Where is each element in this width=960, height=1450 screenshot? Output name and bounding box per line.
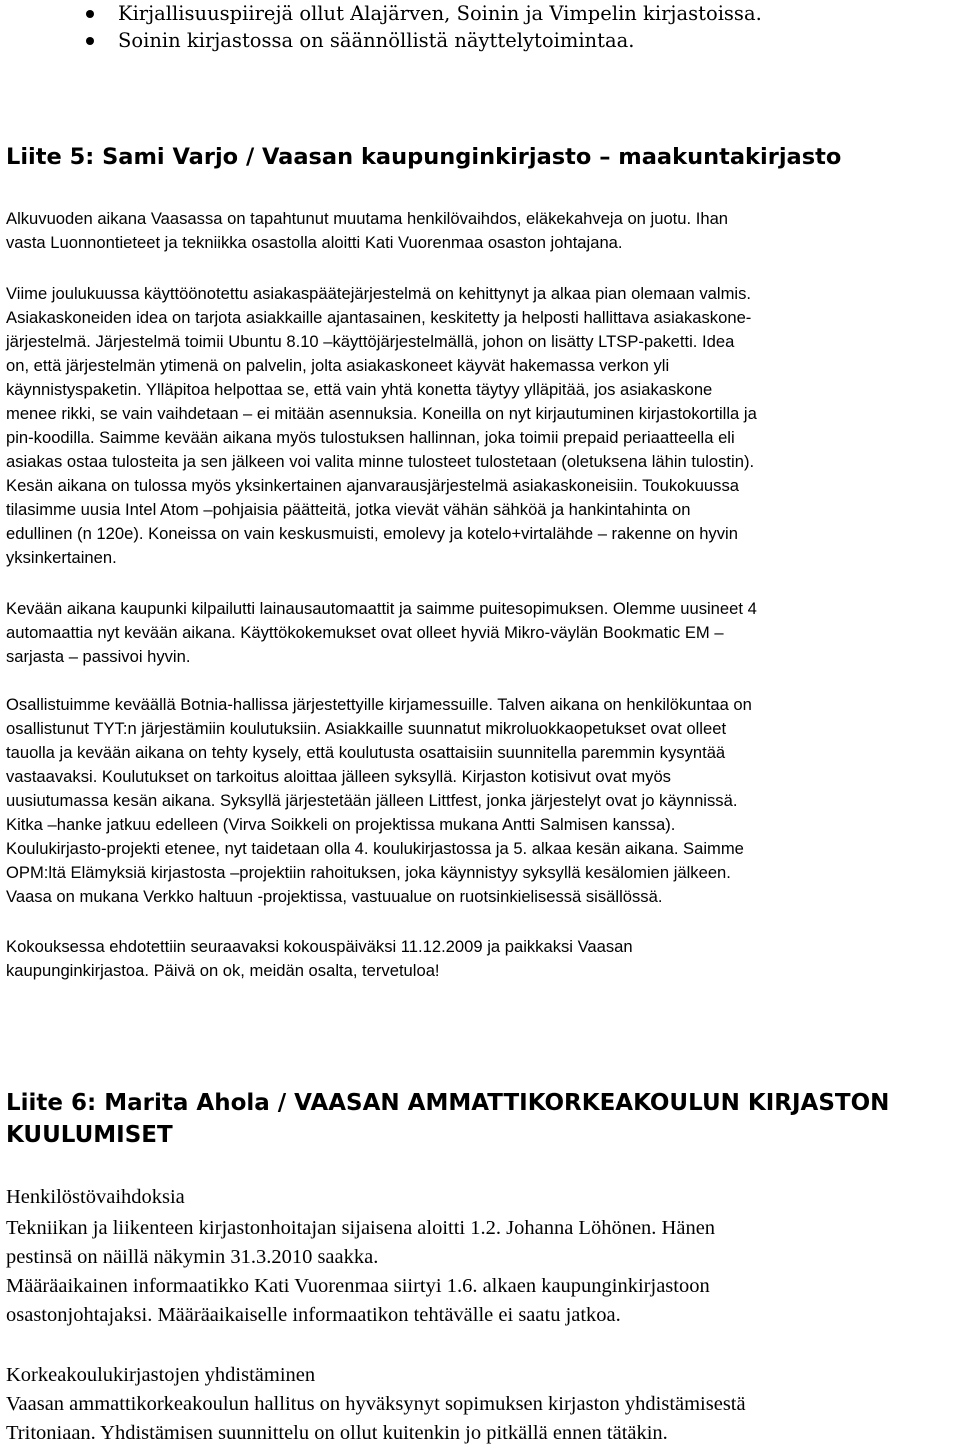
paragraph-automats: Kevään aikana kaupunki kilpailutti lainausautomaattit ja saimme puitesopimuksen. Olemme uusineet 4 automaattia nyt kevään aikana. Käyttökokemukset ovat olleet hyviä Mikro-väylän Bookmatic EM – sarjasta – passivoi hyvin. [6,599,757,666]
paragraph-events: Osallistuimme keväällä Botnia-hallissa järjestettyille kirjamessuille. Talven aikana on henkilökuntaa on osallistunut TYT:n järjestämiin koulutuksiin. Asiakkaille suunnatut mikroluokkaopetukset ovat olleet tauolla ja kevään aikana on tehty kysely, että koulutusta osattaisiin suunnitella paremmin kysyntää vastaavaksi. Koulutukset on tarkoitus aloittaa jälleen syksyllä. Kirjaston kotisivut ovat myös uusiutumassa kesän aikana. Syksyllä järjestetään jälleen Littfest, jonka järjestelyt ovat jo käynnissä. Kitka –hanke jatkuu edelleen (Virva Soikkeli on projektissa mukana Antti Salmisen kanssa). Koulukirjasto-projekti etenee, nyt taidetaan olla 4. koulukirjastossa ja 5. alkaa kesän aikana. Saimme OPM:ltä Elämyksiä kirjastosta –projektiin rahoituksen, joka käynnistyy syksyllä kesälomien jälkeen. Vaasa on mukana Verkko haltuun -projektissa, vastuualue on ruotsinkielisessä sisällössä. [6,695,752,906]
paragraph-next-meeting: Kokouksessa ehdotettiin seuraavaksi kokouspäiväksi 11.12.2009 ja paikkaksi Vaasan kaupunginkirjastoa. Päivä on ok, meidän osalta, tervetuloa! [6,937,633,980]
paragraph-merger: Vaasan ammattikorkeakoulun hallitus on hyväksynyt sopimuksen kirjaston yhdistämisestä Tritoniaan. Yhdistämisen suunnittelu on ollut kuitenkin jo pitkällä ennen tätäkin. [6,1393,746,1444]
bullet-icon [86,10,94,18]
list-item: Soinin kirjastossa on säännöllistä näyttelytoimintaa. [80,27,940,54]
paragraph-staff-changes-2: Tekniikan ja liikenteen kirjastonhoitajan sijaisena aloitti 1.2. Johanna Löhönen. Hänen pestinsä on näillä näkymin 31.3.2010 saakka. Määräaikainen informaatikko Kati Vuorenmaa siirtyi 1.6. alkaen kaupunginkirjastoon osastonjohtajaksi. Määräaikaiselle informaatikon tehtävälle ei saatu jatkoa. [6,1217,716,1326]
section-heading-liite5: Liite 5: Sami Varjo / Vaasan kaupunginkirjasto – maakuntakirjasto [6,144,842,170]
subheading-merger: Korkeakoulukirjastojen yhdistäminen [6,1364,316,1386]
bullet-icon [86,37,94,45]
paragraph-staff-changes: Alkuvuoden aikana Vaasassa on tapahtunut muutama henkilövaihdos, eläkekahveja on juotu. Ihan vasta Luonnontieteet ja tekniikka osastolla aloitti Kati Vuorenmaa osaston johtajana. [6,209,729,252]
subheading-staff-changes: Henkilöstövaihdoksia [6,1186,185,1208]
paragraph-client-system: Viime joulukuussa käyttöönotettu asiakaspäätejärjestelmä on kehittynyt ja alkaa pian olemaan valmis. Asiakaskoneiden idea on tarjota asiakkaille ajantasainen, keskitetty ja helposti hallittava asiakaskone- järjestelmä. Järjestelmä toimii Ubuntu 8.10 –käyttöjärjestelmällä, johon on lisätty LTSP-paketti. Idea on, että järjestelmän ytimenä on palvelin, jolta asiakaskoneet käyvät hakemassa verkon yli käynnistyspaketin. Ylläpitoa helpottaa se, että vain yhtä konetta täytyy ylläpitää, jos asiakaskone menee rikki, se vain vaihdetaan – ei mitään asennuksia. Koneilla on nyt kirjautuminen kirjastokortilla ja pin-koodilla. Saimme kevään aikana myös tulostuksen hallinnan, joka toimii prepaid periaatteella eli asiakas ostaa tulosteita ja sen jälkeen voi valita minne tulosteet tulostetaan (oletuksena lähin tulostin). Kesän aikana on tulossa myös yksinkertainen ajanvarausjärjestelmä asiakaskoneisiin. Toukokuussa tilasimme uusia Intel Atom –pohjaisia päätteitä, jotka vievät vähän sähköä ja hankintahinta on edullinen (n 120e). Koneissa on vain keskusmuisti, emolevy ja kotelo+virtalähde – rakenne on hyvin yksinkertainen. [6,284,757,567]
list-item: Kirjallisuuspiirejä ollut Alajärven, Soinin ja Vimpelin kirjastoissa. [80,0,940,27]
section-heading-liite6: Liite 6: Marita Ahola / VAASAN AMMATTIKORKEAKOULUN KIRJASTON KUULUMISET [6,1090,890,1148]
bullet-list [80,0,940,54]
